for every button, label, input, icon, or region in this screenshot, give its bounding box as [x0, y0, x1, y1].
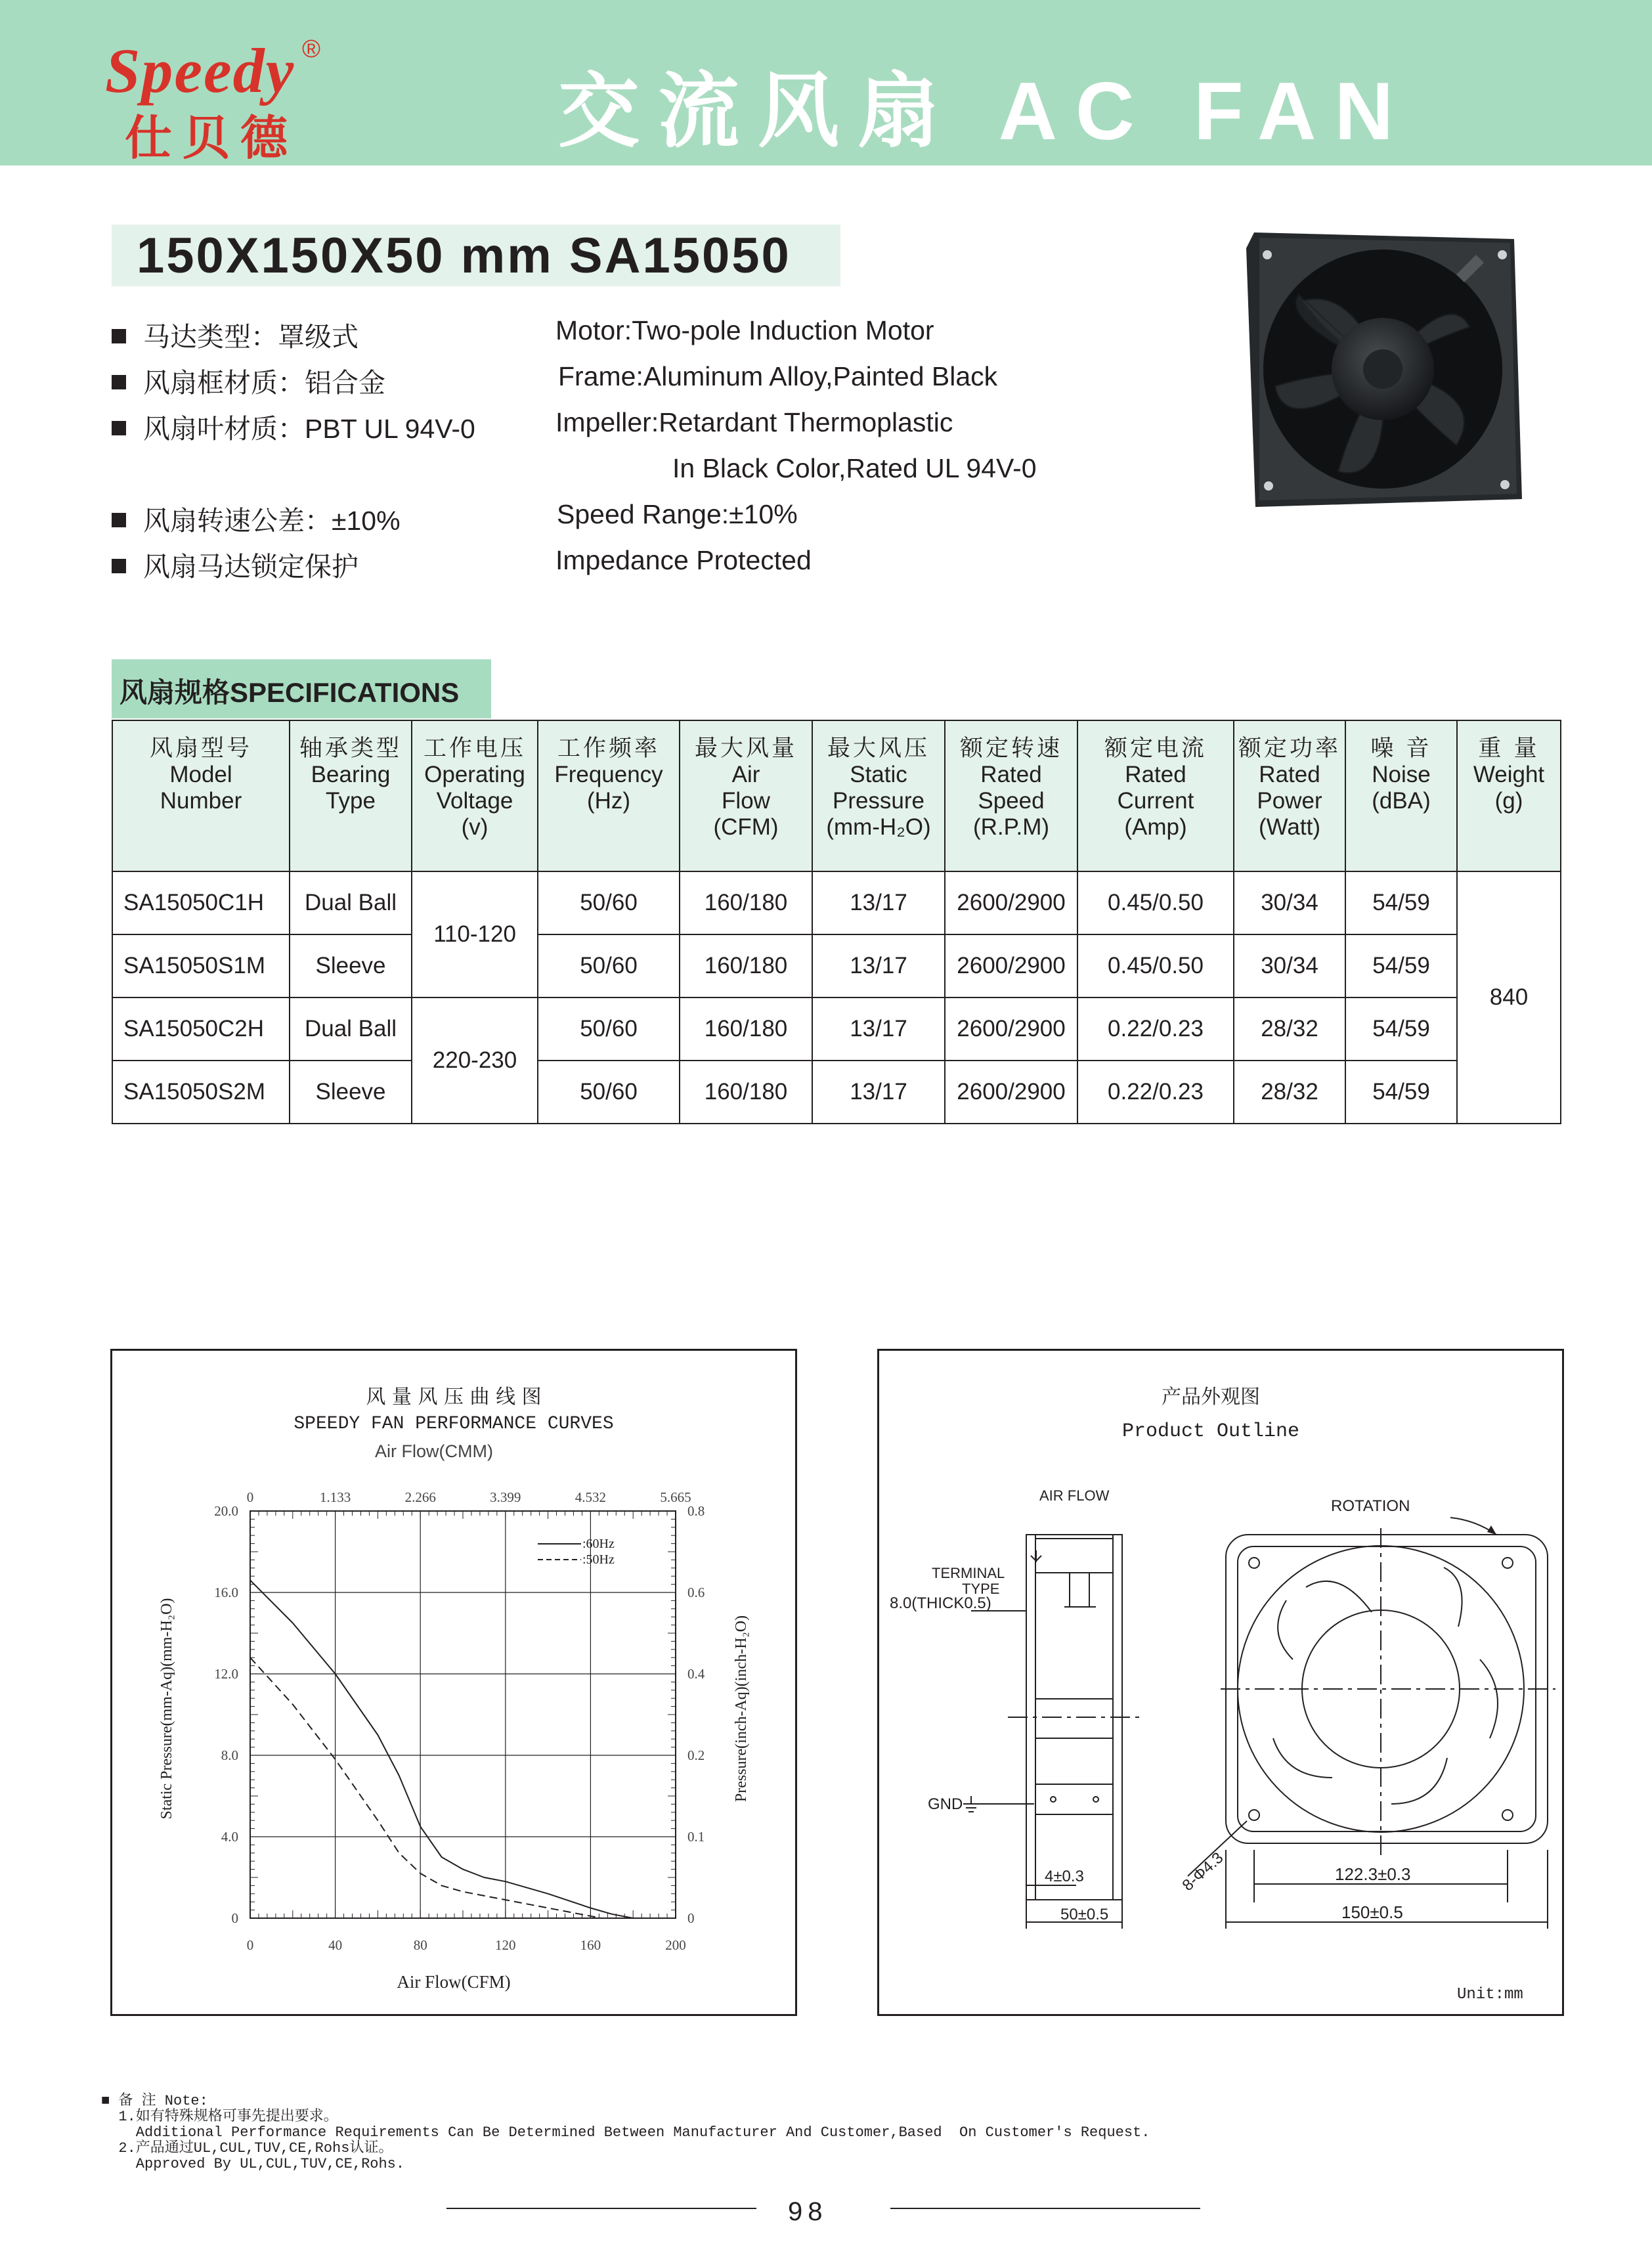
- top-tick-label: 1.133: [319, 1489, 351, 1505]
- dimension-122: 122.3±0.3: [1335, 1864, 1411, 1884]
- hole-dimension: 8-Φ4.3: [1179, 1849, 1227, 1895]
- rotation-arrow-icon: [1487, 1525, 1496, 1535]
- fan-product-photo: [1240, 229, 1529, 511]
- top-tick-label: 3.399: [490, 1489, 521, 1505]
- series-line-60hz: [250, 1580, 633, 1918]
- series-line-50hz: [250, 1657, 601, 1918]
- cell-bearing: Dual Ball: [290, 871, 412, 934]
- x-tick-label: 200: [665, 1937, 686, 1953]
- curve-title-cn: 风 量 风 压 曲 线 图: [366, 1386, 542, 1409]
- header-bearing: 轴承类型 Bearing Type: [290, 720, 412, 871]
- outline-title-cn: 产品外观图: [1162, 1386, 1260, 1409]
- header-current: 额定电流 Rated Current (Amp): [1077, 720, 1234, 871]
- cell-pressure: 13/17: [812, 1061, 945, 1124]
- y-tick-label: 20.0: [214, 1503, 238, 1519]
- cell-model: SA15050C2H: [112, 997, 290, 1061]
- right-tick-label: 0.1: [687, 1829, 705, 1845]
- top-axis-label: Air Flow(CMM): [375, 1441, 493, 1461]
- product-outline-panel: [877, 1349, 1564, 2016]
- cell-weight: 840: [1457, 871, 1561, 1124]
- cell-frequency: 50/60: [538, 934, 680, 997]
- right-tick-label: 0.4: [687, 1666, 705, 1682]
- terminal-label-1: TERMINAL: [932, 1565, 1005, 1581]
- cell-airflow: 160/180: [680, 871, 812, 934]
- cell-power: 28/32: [1234, 997, 1345, 1061]
- feature-impeller-cn: 风扇叶材质：PBT UL 94V-0: [112, 407, 475, 446]
- cell-airflow: 160/180: [680, 997, 812, 1061]
- brand-logo-chinese: 仕贝德: [125, 110, 299, 165]
- y-tick-label: 4.0: [221, 1829, 238, 1845]
- y-tick-label: 12.0: [214, 1666, 238, 1682]
- notes-block: [101, 2093, 1150, 2172]
- specifications-table: [112, 720, 1561, 1124]
- unit-label: Unit:mm: [1457, 1986, 1523, 2004]
- bullet-icon: [112, 329, 126, 343]
- footer-rule-left: [446, 2208, 756, 2209]
- cell-power: 28/32: [1234, 1061, 1345, 1124]
- cell-noise: 54/59: [1345, 997, 1457, 1061]
- cell-frequency: 50/60: [538, 1061, 680, 1124]
- legend-60hz: :60Hz: [582, 1537, 615, 1551]
- terminal-label-2: TYPE: [962, 1581, 1000, 1597]
- header-weight: 重 量 Weight (g): [1457, 720, 1561, 871]
- feature-impeller-en: Impeller:Retardant Thermoplastic: [555, 407, 953, 437]
- performance-curve-panel: [110, 1349, 797, 2016]
- x-tick-label: 80: [413, 1937, 427, 1953]
- cell-pressure: 13/17: [812, 871, 945, 934]
- cell-voltage: 110-120: [412, 871, 538, 997]
- product-outline-drawing: [879, 1351, 1562, 2014]
- note-line: 1.如有特殊规格可事先提出要求。: [101, 2109, 338, 2125]
- gnd-label: GND: [928, 1795, 963, 1813]
- table-row: [112, 934, 1561, 997]
- header-power: 额定功率 Rated Power (Watt): [1234, 720, 1345, 871]
- cell-frequency: 50/60: [538, 871, 680, 934]
- feature-frame-en: Frame:Aluminum Alloy,Painted Black: [558, 361, 998, 391]
- cell-airflow: 160/180: [680, 1061, 812, 1124]
- page-number: 98: [788, 2197, 828, 2226]
- cell-noise: 54/59: [1345, 1061, 1457, 1124]
- rotation-label: ROTATION: [1331, 1497, 1410, 1515]
- chart-legend: [538, 1537, 615, 1567]
- outline-title-en: Product Outline: [1121, 1420, 1300, 1443]
- x-tick-label: 0: [246, 1937, 254, 1953]
- bullet-icon: [112, 375, 126, 389]
- right-tick-label: 0: [687, 1910, 695, 1926]
- table-row: [112, 1061, 1561, 1124]
- top-tick-label: 5.665: [660, 1489, 691, 1505]
- cell-power: 30/34: [1234, 871, 1345, 934]
- model-title: 150X150X50 mm SA15050: [137, 228, 791, 284]
- cell-bearing: Sleeve: [290, 934, 412, 997]
- right-tick-label: 0.6: [687, 1585, 705, 1600]
- bottom-axis-label: Air Flow(CFM): [397, 1972, 511, 1992]
- cell-speed: 2600/2900: [945, 934, 1077, 997]
- top-tick-label: 2.266: [404, 1489, 436, 1505]
- legend-50hz: :50Hz: [582, 1552, 615, 1567]
- cell-current: 0.22/0.23: [1077, 997, 1234, 1061]
- right-tick-label: 0.2: [687, 1747, 705, 1763]
- table-row: [112, 997, 1561, 1061]
- cell-pressure: 13/17: [812, 997, 945, 1061]
- y-tick-label: 16.0: [214, 1585, 238, 1600]
- cell-noise: 54/59: [1345, 871, 1457, 934]
- plot-frame: [250, 1511, 676, 1918]
- feature-frame-cn: 风扇框材质：铝合金: [112, 361, 385, 400]
- curve-title-en: SPEEDY FAN PERFORMANCE CURVES: [293, 1414, 614, 1434]
- air-flow-arrow-icon: [1031, 1550, 1041, 1561]
- header-pressure: 最大风压 Static Pressure (mm-H₂O): [812, 720, 945, 871]
- header-frequency: 工作频率 Frequency (Hz): [538, 720, 680, 871]
- x-tick-label: 40: [328, 1937, 343, 1953]
- feature-motor-en: Motor:Two-pole Induction Motor: [555, 315, 934, 345]
- page-title: 交流风扇 AC FAN: [558, 66, 1412, 157]
- performance-curve-chart: [112, 1351, 795, 2014]
- specifications-label: 风扇规格SPECIFICATIONS: [120, 677, 460, 708]
- air-flow-label: AIR FLOW: [1039, 1487, 1110, 1504]
- cell-pressure: 13/17: [812, 934, 945, 997]
- y-tick-label: 8.0: [221, 1747, 238, 1763]
- footer-rule-right: [890, 2208, 1200, 2209]
- cell-model: SA15050S2M: [112, 1061, 290, 1124]
- bullet-icon: [112, 421, 126, 435]
- cell-noise: 54/59: [1345, 934, 1457, 997]
- top-tick-label: 4.532: [575, 1489, 607, 1505]
- terminal-dimension: 8.0(THICK0.5): [890, 1594, 991, 1612]
- table-row: [112, 871, 1561, 934]
- cell-airflow: 160/180: [680, 934, 812, 997]
- cell-bearing: Sleeve: [290, 1061, 412, 1124]
- cell-speed: 2600/2900: [945, 1061, 1077, 1124]
- cell-model: SA15050C1H: [112, 871, 290, 934]
- cell-speed: 2600/2900: [945, 997, 1077, 1061]
- top-tick-label: 0: [246, 1489, 254, 1505]
- right-axis-label: Pressure(inch-Aq)(inch-H₂O): [733, 1615, 750, 1803]
- header-voltage: 工作电压 Operating Voltage (v): [412, 720, 538, 871]
- cell-model: SA15050S1M: [112, 934, 290, 997]
- cell-current: 0.22/0.23: [1077, 1061, 1234, 1124]
- note-heading: ■ 备 注 Note:: [101, 2093, 208, 2109]
- ground-icon: [963, 1796, 979, 1812]
- brand-logo: Speedy: [105, 35, 295, 106]
- table-header-row: [112, 720, 1561, 871]
- note-line: 2.产品通过UL,CUL,TUV,CE,Rohs认证。: [101, 2140, 393, 2157]
- dimension-4: 4±0.3: [1045, 1868, 1084, 1885]
- feature-speed-cn: 风扇转速公差：±10%: [112, 499, 401, 538]
- x-tick-label: 120: [495, 1937, 516, 1953]
- cell-current: 0.45/0.50: [1077, 871, 1234, 934]
- header-model: 风扇型号 Model Number: [112, 720, 290, 871]
- feature-speed-en: Speed Range:±10%: [557, 499, 798, 529]
- cell-frequency: 50/60: [538, 997, 680, 1061]
- feature-impeller-en-2: In Black Color,Rated UL 94V-0: [672, 453, 1037, 483]
- header-airflow: 最大风量 Air Flow (CFM): [680, 720, 812, 871]
- bullet-icon: [112, 513, 126, 527]
- cell-speed: 2600/2900: [945, 871, 1077, 934]
- left-axis-label: Static Pressure(mm-Aq)(mm-H₂O): [158, 1598, 175, 1820]
- cell-voltage: 220-230: [412, 997, 538, 1124]
- feature-protect-cn: 风扇马达锁定保护: [112, 545, 359, 584]
- feature-motor-cn: 马达类型：罩级式: [112, 315, 359, 354]
- right-tick-label: 0.8: [687, 1503, 705, 1519]
- header-speed: 额定转速 Rated Speed (R.P.M): [945, 720, 1077, 871]
- note-line: Approved By UL,CUL,TUV,CE,Rohs.: [101, 2156, 405, 2172]
- cell-bearing: Dual Ball: [290, 997, 412, 1061]
- x-tick-label: 160: [580, 1937, 601, 1953]
- dimension-150: 150±0.5: [1341, 1902, 1403, 1922]
- bullet-icon: [112, 559, 126, 573]
- cell-current: 0.45/0.50: [1077, 934, 1234, 997]
- plot-area: [214, 1489, 705, 1953]
- registered-mark: ®: [302, 35, 320, 63]
- y-tick-label: 0: [231, 1910, 238, 1926]
- dimension-50: 50±0.5: [1060, 1906, 1109, 1923]
- feature-protect-en: Impedance Protected: [555, 545, 812, 575]
- header-noise: 噪 音 Noise (dBA): [1345, 720, 1457, 871]
- cell-power: 30/34: [1234, 934, 1345, 997]
- note-line: Additional Performance Requirements Can Be Determined Between Manufacturer And Customer,Based On Customer's Request.: [101, 2124, 1150, 2141]
